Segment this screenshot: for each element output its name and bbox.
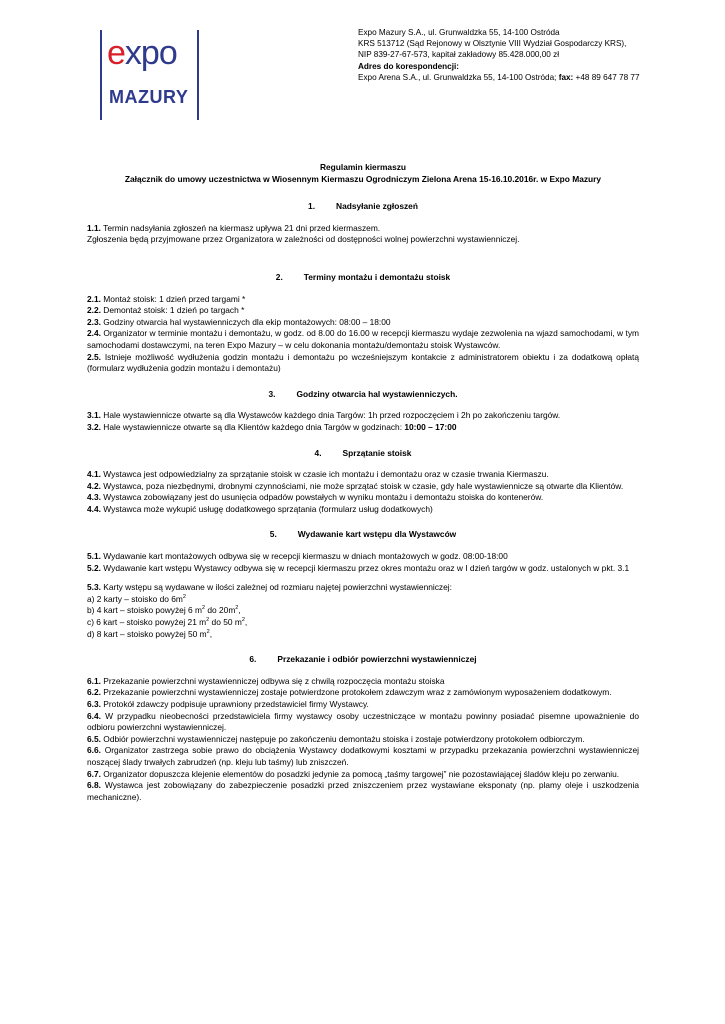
document-title: Regulamin kiermaszu <box>319 162 407 172</box>
header-fax-label: fax: <box>558 72 574 82</box>
logo-e-letter: e <box>107 34 125 72</box>
paragraph: 1.1. Termin nadsyłania zgłoszeń na kiermasz upływa 21 dni przed kiermaszem. <box>87 222 381 233</box>
section-number: 1. <box>308 201 316 212</box>
section-title <box>87 448 639 460</box>
paragraph: 6.1. Przekazanie powierzchni wystawienniczej odbywa się z chwilą rozpoczęcia montażu stoiska <box>87 675 445 686</box>
header-address: Expo Arena S.A., ul. Grunwaldzka 55, 14-100 Ostróda; <box>358 72 559 82</box>
section-title <box>87 654 639 666</box>
list-item: a) 2 karty – stoisko do $6m^2$ <box>87 593 186 604</box>
header-line: Expo Mazury S.A., ul. Grunwaldzka 55, 14-100 Ostróda <box>358 28 560 37</box>
section-number: 6. <box>249 654 257 665</box>
logo-bar-left <box>100 30 102 120</box>
paragraph: 2.3. Godziny otwarcia hal wystawienniczych dla ekip montażowych: 08:00 – 18:00 <box>87 316 391 327</box>
paragraph: 2.4. Organizator w terminie montażu i demontażu, w godz. od 8.00 do 16.00 w recepcji kiermaszu wydaje zezwolenia na wjazd samochodami, w tym samochodami dostawczymi, na teren Expo Mazury – w celu dokonania montażu/demontażu stoisk Wystawców. <box>87 328 639 350</box>
paragraph: 6.6. Organizator zastrzega sobie prawo do obciążenia Wystawcy dodatkowymi kosztami w przypadku przekazania powierzchni wystawienniczej noszącej ślady trwałych zabrudzeń (np. kleju lub taśmy) lub zniszczeń. <box>87 745 639 767</box>
section-heading: Przekazanie i odbiór powierzchni wystawienniczej <box>277 654 477 665</box>
document-subtitle: Załącznik do umowy uczestnictwa w Wiosennym Kiermaszu Ogrodniczym Zielona Arena 15-16.10.2016r. w Expo Mazury <box>124 173 602 184</box>
paragraph: 2.2. Demontaż stoisk: 1 dzień po targach * <box>87 305 245 316</box>
paragraph: 4.3. Wystawca zobowiązany jest do usunięcia odpadów powstałych w wyniku montażu i demontażu stoiska do kontenerów. <box>87 492 544 503</box>
paragraph: 5.3. Karty wstępu są wydawane w ilości zależnej od rozmiaru najętej powierzchni wystawienniczej: <box>87 582 452 593</box>
section-number: 3. <box>268 388 276 399</box>
paragraph: 6.7. Organizator dopuszcza klejenie elementów do posadzki jedynie za pomocą „taśmy targowej” nie pozostawiającej śladów kleju po zerwaniu. <box>87 768 620 779</box>
section-number: 2. <box>275 271 283 282</box>
section-heading: Godziny otwarcia hal wystawienniczych. <box>296 388 458 399</box>
paragraph: 5.1. Wydawanie kart montażowych odbywa się w recepcji kiermaszu w dniach montażowych w godz. 08:00-18:00 <box>87 551 508 562</box>
company-header <box>358 27 678 83</box>
paragraph: 2.5. Istnieje możliwość wydłużenia godzin montażu i demontażu po wcześniejszym kontakcie z administratorem obiektu i za dodatkową opłatą (formularz wydłużenia godzin montażu i demontażu) <box>87 351 639 374</box>
expo-mazury-logo <box>95 30 205 125</box>
list-item: c) 6 kart – stoisko powyżej 21 $m^2$ do 50 $m^2$, <box>87 617 248 628</box>
paragraph: 4.2. Wystawca, poza niezbędnymi, drobnymi czynnościami, nie może sprzątać stoisk w czasie, gdy hale wystawiennicze są otwarte dla Klientów. <box>87 480 624 491</box>
paragraph: 5.2. Wydawanie kart wstępu Wystawcy odbywa się w recepcji kiermaszu przez okres montażu oraz w I dzień targów w godz. ustalonych w pkt. 3.1 <box>87 562 630 573</box>
paragraph: 4.1. Wystawca jest odpowiedzialny za sprzątanie stoisk w czasie ich montażu i demontażu oraz w czasie trwania Kiermaszu. <box>87 469 549 480</box>
paragraph: 2.1. Montaż stoisk: 1 dzień przed targami * <box>87 293 246 304</box>
section-heading: Terminy montażu i demontażu stoisk <box>303 271 451 282</box>
header-line: NIP 839-27-67-573, kapitał zakładowy 85.428.000,00 zł <box>358 50 560 60</box>
section-number: 5. <box>269 529 277 540</box>
paragraph: 6.4. W przypadku nieobecności przedstawiciela firmy wystawcy osoby uczestniczące w montażu powinny posiadać pisemne upoważnienie do odbioru powierzchni wystawienniczej. <box>87 710 639 733</box>
paragraph: 4.4. Wystawca może wykupić usługę dodatkowego sprzątania (formularz usług dodatkowych) <box>87 503 433 514</box>
paragraph: 6.5. Odbiór powierzchni wystawienniczej następuje po zakończeniu demontażu stoiska i zostaje potwierdzony protokołem odbiorczym. <box>87 733 585 744</box>
document-body <box>87 162 639 803</box>
header-line: KRS 513712 (Sąd Rejonowy w Olsztynie VIII Wydział Gospodarczy KRS), <box>358 39 627 49</box>
header-fax-number: +48 89 647 78 77 <box>573 72 640 82</box>
paragraph: 6.3. Protokół zdawczy podpisuje uprawniony przedstawiciel firmy Wystawcy. <box>87 699 369 709</box>
section-title <box>87 389 639 401</box>
paragraph: 6.8. Wystawca jest zobowiązany do zabezpieczenie posadzki przed zniszczeniem przez wystawiane eksponaty (np. plamy oleje i uszkodzenia mechaniczne). <box>87 780 639 802</box>
list-item: b) 4 kart – stoisko powyżej 6 $m^2$ do $20m^2$, <box>87 605 241 616</box>
logo-expo-text <box>107 36 177 70</box>
header-line <box>358 72 678 83</box>
section-heading: Sprzątanie stoisk <box>342 447 412 458</box>
paragraph: Zgłoszenia będą przyjmowane przez Organizatora w zależności od dostępności wolnej powierzchni wystawienniczej. <box>87 234 520 245</box>
paragraph: 3.1. Hale wystawiennicze otwarte są dla Wystawców każdego dnia Targów: 1h przed rozpoczęciem i 2h po zakończeniu targów. <box>87 410 561 421</box>
paragraph: 6.2. Przekazanie powierzchni wystawienniczej zostaje potwierdzone protokołem zdawczym wraz z zamówionym wyposażeniem dodatkowym. <box>87 687 612 698</box>
section-title <box>87 272 639 284</box>
paragraph: 3.2. Hale wystawiennicze otwarte są dla Klientów każdego dnia Targów w godzinach: 10:00 – 17:00 <box>87 421 457 432</box>
section-title <box>87 529 639 541</box>
section-title <box>87 201 639 213</box>
section-number: 4. <box>314 447 322 458</box>
logo-mazury-text: MAZURY <box>109 87 189 107</box>
logo-xpo-letters: xpo <box>124 34 177 72</box>
header-correspondence-label: Adres do korespondencji: <box>358 61 459 71</box>
logo-bar-right <box>197 30 199 120</box>
section-heading: Nadsyłanie zgłoszeń <box>336 201 418 212</box>
section-heading: Wydawanie kart wstępu dla Wystawców <box>297 529 457 540</box>
list-item: d) 8 kart – stoisko powyżej 50 $m^2$, <box>87 628 213 639</box>
